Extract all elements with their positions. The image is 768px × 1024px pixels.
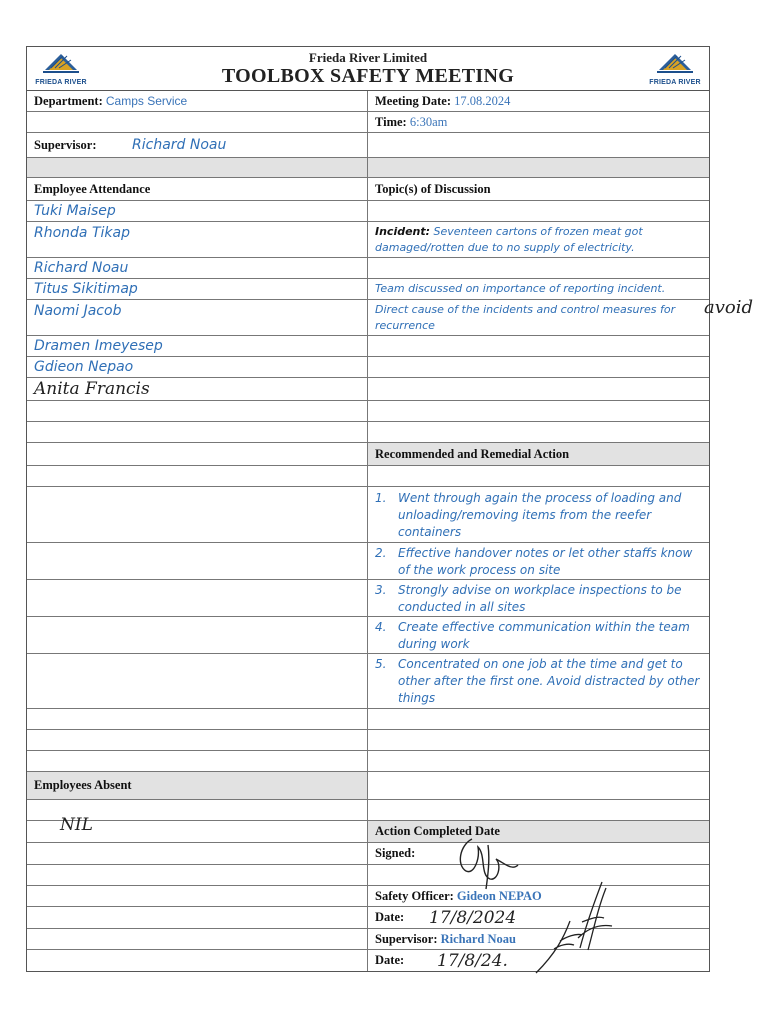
action-text: Strongly advise on workplace inspections to be conducted in all sites xyxy=(398,582,682,614)
attendee-name-handwritten: Anita Francis xyxy=(34,379,150,399)
form-row xyxy=(27,466,709,487)
attendee-cell xyxy=(27,279,368,299)
empty-cell xyxy=(27,401,368,421)
empty-cell xyxy=(27,422,368,442)
empty-cell xyxy=(27,709,368,729)
attendee-cell xyxy=(27,201,368,221)
form-row xyxy=(27,378,709,401)
absent-value: NIL xyxy=(60,814,93,835)
action-item-cell xyxy=(368,487,709,542)
discussion-cell xyxy=(368,279,709,299)
form-row xyxy=(27,617,709,654)
attendee-name: Gdieon Nepao xyxy=(34,359,134,375)
form-row xyxy=(27,201,709,222)
empty-cell xyxy=(27,112,368,132)
action-completed-label: Action Completed Date xyxy=(375,824,500,838)
empty-cell xyxy=(368,800,709,820)
action-item xyxy=(375,655,702,707)
topics-header-cell xyxy=(368,178,709,200)
form-row xyxy=(27,487,709,543)
empty-cell xyxy=(27,466,368,486)
department-label: Department: xyxy=(34,93,103,108)
form-row xyxy=(27,297,753,336)
toolbox-form xyxy=(26,46,753,972)
empty-cell xyxy=(368,751,709,771)
form-row xyxy=(27,814,709,843)
attendee-cell xyxy=(27,378,368,400)
action-text: Went through again the process of loading and unloading/removing items from the reefer containers xyxy=(398,490,682,539)
supervisor-label: Supervisor: xyxy=(34,137,97,152)
empty-cell xyxy=(368,865,709,885)
form-row xyxy=(27,843,709,865)
form-row xyxy=(27,401,709,422)
action-item xyxy=(375,544,702,579)
date-label: Date: xyxy=(375,953,405,967)
form-row xyxy=(27,580,709,617)
form-row xyxy=(27,133,709,158)
empty-cell xyxy=(27,654,368,708)
attendee-name: Tuki Maisep xyxy=(34,203,116,219)
empty-cell xyxy=(27,580,368,616)
empty-cell xyxy=(27,865,368,885)
meeting-date-label: Meeting Date: xyxy=(375,93,452,108)
attendee-cell xyxy=(27,222,368,257)
supervisor-cell xyxy=(27,133,368,157)
safety-officer-value: Gideon NEPAO xyxy=(456,888,542,903)
company-name: Frieda River Limited xyxy=(308,50,428,65)
form-row xyxy=(27,357,709,378)
attendee-name: Richard Noau xyxy=(34,260,129,276)
date-value-handwritten: 17/8/2024 xyxy=(429,907,517,928)
absent-header-cell xyxy=(27,772,368,799)
empty-cell xyxy=(368,709,709,729)
empty-cell xyxy=(27,443,368,465)
topics-label: Topic(s) of Discussion xyxy=(375,181,491,196)
attendee-cell xyxy=(27,336,368,356)
incident-cell xyxy=(368,222,709,257)
action-item xyxy=(375,618,702,653)
action-number: 5. xyxy=(375,657,387,671)
logo-text: FRIEDA RIVER xyxy=(35,79,87,86)
action-number: 3. xyxy=(375,582,387,597)
attendance-label: Employee Attendance xyxy=(34,181,151,196)
empty-cell xyxy=(27,929,368,949)
empty-cell xyxy=(27,617,368,653)
action-number: 1. xyxy=(375,490,387,505)
attendee-cell xyxy=(27,300,368,335)
incident-label: Incident: xyxy=(375,224,431,238)
logo-text: FRIEDA RIVER xyxy=(649,79,701,86)
form-row xyxy=(27,336,709,357)
discussion-point: Team discussed on importance of reporting incident. xyxy=(375,282,666,295)
empty-cell xyxy=(368,133,709,157)
form-title: TOOLBOX SAFETY MEETING xyxy=(221,65,515,87)
department-cell xyxy=(27,91,368,111)
form-row xyxy=(27,800,709,821)
time-label: Time: xyxy=(375,114,407,129)
action-item-cell xyxy=(368,617,709,653)
empty-cell xyxy=(368,258,709,278)
empty-cell xyxy=(27,730,368,750)
action-number: 4. xyxy=(375,619,387,634)
empty-cell xyxy=(27,751,368,771)
empty-cell xyxy=(27,487,368,542)
form-row xyxy=(27,886,709,907)
signed-label: Signed: xyxy=(375,846,416,860)
form-row xyxy=(27,443,709,466)
form-row xyxy=(27,279,709,300)
incident-text-block xyxy=(375,224,702,256)
form-row xyxy=(27,422,709,443)
attendee-name: Dramen Imeyesep xyxy=(34,338,163,354)
attendee-name: Titus Sikitimap xyxy=(34,281,138,297)
form-row xyxy=(27,751,709,772)
form-row xyxy=(27,730,709,751)
attendee-name: Rhonda Tikap xyxy=(34,225,130,241)
absent-value-cell xyxy=(27,814,368,842)
form-row xyxy=(27,543,709,580)
action-item xyxy=(375,489,702,541)
empty-cell xyxy=(368,730,709,750)
signed-cell xyxy=(368,843,709,864)
empty-cell xyxy=(368,357,709,377)
attendance-header-cell xyxy=(27,178,368,200)
attendee-name: Naomi Jacob xyxy=(34,303,122,319)
supervisor-sign-label: Supervisor: xyxy=(375,931,438,946)
empty-cell xyxy=(368,378,709,400)
incident-text: Seventeen cartons of frozen meat got damaged/rotten due to no supply of electricity. xyxy=(375,224,643,254)
supervisor-sign-cell xyxy=(368,929,709,949)
form-row xyxy=(27,772,709,800)
empty-cell xyxy=(27,950,368,971)
supervisor-value: Richard Noau xyxy=(132,137,227,153)
attendee-cell xyxy=(27,357,368,377)
shaded-spacer-row xyxy=(27,158,709,178)
attendee-cell xyxy=(27,258,368,278)
safety-officer-label: Safety Officer: xyxy=(375,888,454,903)
discussion-text-continued: recurrence xyxy=(375,318,435,332)
form-row xyxy=(27,178,709,201)
logo-mark-icon xyxy=(645,50,705,76)
empty-cell xyxy=(27,886,368,906)
date-cell xyxy=(368,950,709,971)
action-number: 2. xyxy=(375,545,387,560)
date-value-handwritten: 17/8/24. xyxy=(437,950,508,971)
empty-cell xyxy=(368,158,709,177)
action-text: Create effective communication within the team during work xyxy=(398,619,690,651)
absent-label: Employees Absent xyxy=(34,778,132,792)
discussion-text: Direct cause of the incidents and control measures for xyxy=(375,302,676,316)
department-value: Camps Service xyxy=(105,94,188,108)
empty-cell xyxy=(368,401,709,421)
meeting-date-value: 17.08.2024 xyxy=(454,93,511,108)
meeting-date-cell xyxy=(368,91,709,111)
action-item-cell xyxy=(368,543,709,579)
discussion-point xyxy=(375,302,695,334)
actions-header-cell xyxy=(368,443,709,465)
form-row xyxy=(27,709,709,730)
time-value: 6:30am xyxy=(409,114,448,129)
empty-cell xyxy=(368,336,709,356)
form-row xyxy=(27,222,709,258)
empty-cell xyxy=(27,907,368,928)
empty-cell xyxy=(27,843,368,864)
frieda-river-logo xyxy=(645,50,705,86)
time-cell xyxy=(368,112,709,132)
form-header xyxy=(27,47,709,91)
action-item-cell xyxy=(368,580,709,616)
form-row xyxy=(27,654,709,709)
action-item xyxy=(375,581,702,616)
empty-cell xyxy=(27,543,368,579)
form-row xyxy=(27,907,709,929)
empty-cell xyxy=(368,772,709,799)
form-row xyxy=(27,91,709,112)
action-text: Concentrated on one job at the time and get to other after the first one. Avoid distracted by other things xyxy=(398,657,700,705)
action-text: Effective handover notes or let other staffs know of the work process on site xyxy=(398,545,693,577)
date-label: Date: xyxy=(375,910,405,924)
form-row xyxy=(27,258,709,279)
actions-label: Recommended and Remedial Action xyxy=(375,446,570,461)
empty-cell xyxy=(368,422,709,442)
form-row xyxy=(27,950,709,971)
empty-cell xyxy=(27,158,368,177)
handwritten-insert: avoid xyxy=(703,297,753,318)
safety-officer-cell xyxy=(368,886,709,906)
empty-cell xyxy=(368,201,709,221)
supervisor-sign-value: Richard Noau xyxy=(440,931,516,946)
action-item-cell xyxy=(368,654,709,708)
form-row xyxy=(27,112,709,133)
empty-cell xyxy=(368,466,709,486)
form-row xyxy=(27,929,709,950)
discussion-cell xyxy=(368,297,753,335)
action-completed-cell xyxy=(368,821,709,842)
